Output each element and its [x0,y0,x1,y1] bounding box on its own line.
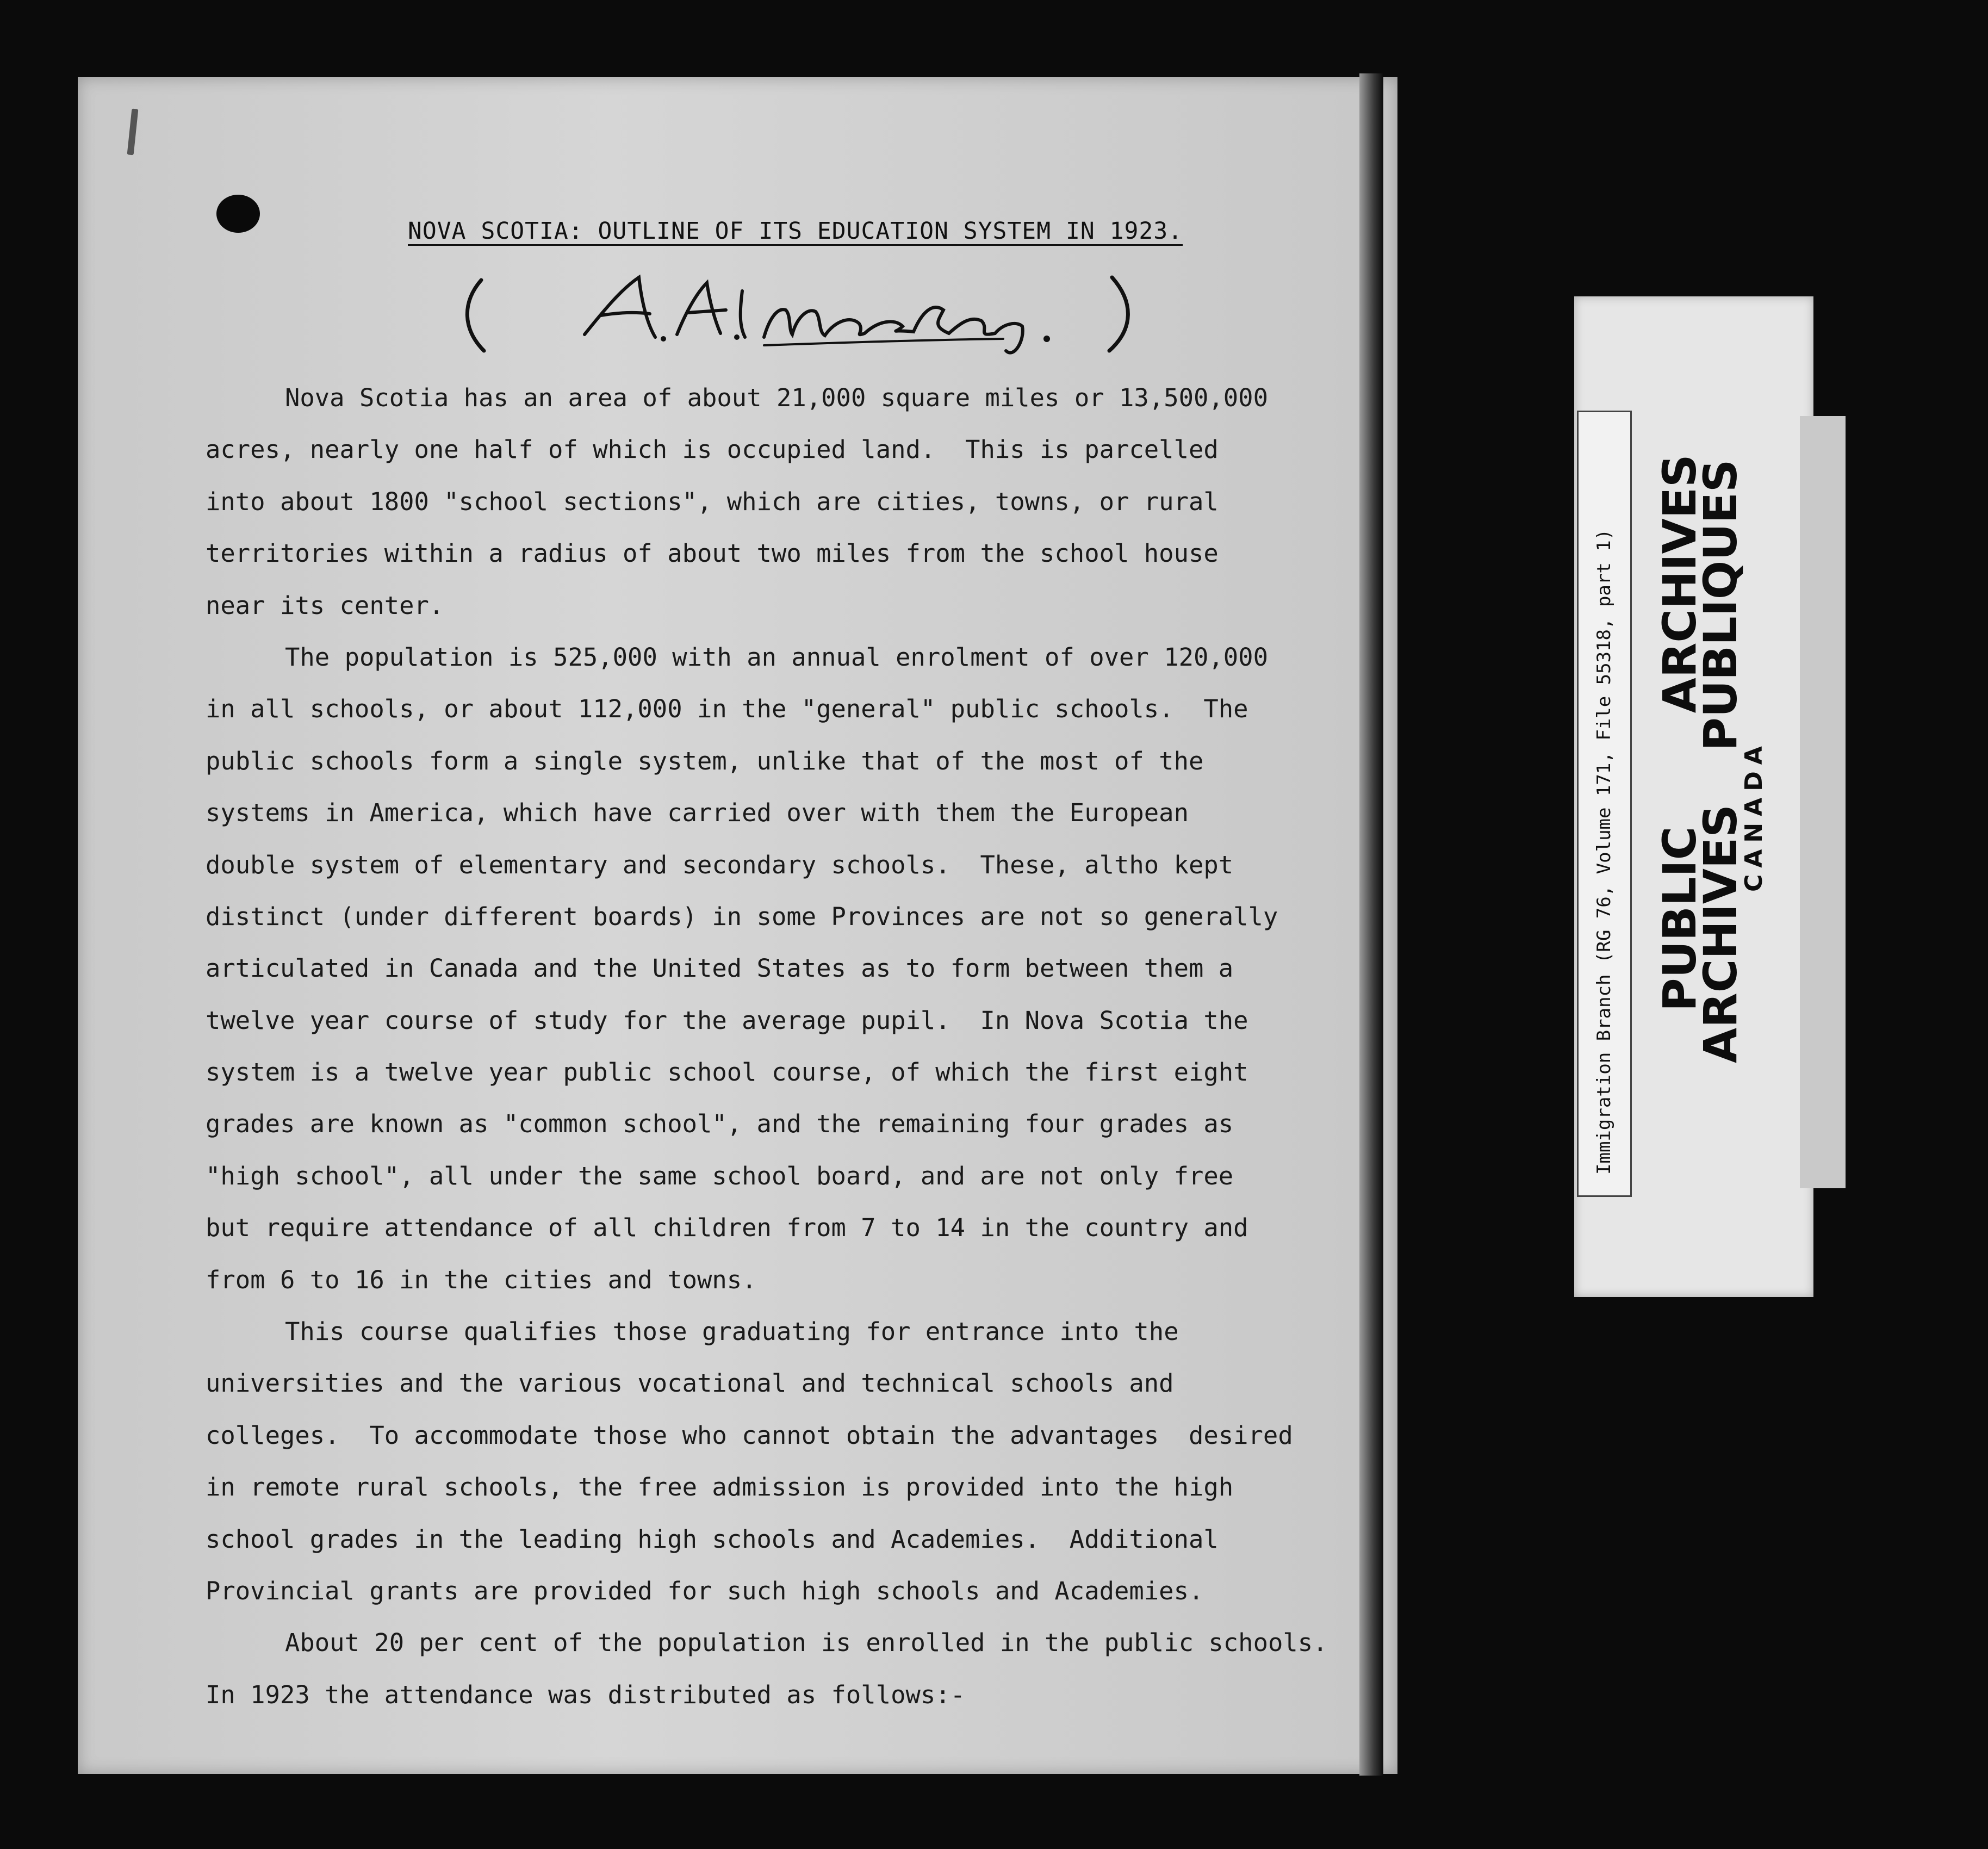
body-line: into about 1800 "school sections", which are cities, towns, or rural [206,487,1219,516]
body-line: public schools form a single system, unlike that of the most of the [206,746,1204,775]
body-line: from 6 to 16 in the cities and towns. [206,1265,757,1294]
body-line: The population is 525,000 with an annual enrolment of over 120,000 [285,642,1268,672]
archive-stamp-word: ARCHIVES [1653,454,1706,713]
body-line: acres, nearly one half of which is occupied land. This is parcelled [206,435,1219,464]
body-line: in remote rural schools, the free admission is provided into the high [206,1473,1234,1502]
body-line: twelve year course of study for the average pupil. In Nova Scotia the [206,1006,1248,1035]
body-line: About 20 per cent of the population is enrolled in the public schools. [285,1628,1328,1658]
body-line: "high school", all under the same school board, and are not only free [206,1161,1234,1190]
body-line: double system of elementary and secondary schools. These, altho kept [206,850,1234,879]
document-title: NOVA SCOTIA: OUTLINE OF ITS EDUCATION SYSTEM IN 1923. [408,218,1183,245]
signature-image [459,269,1136,359]
body-line: This course qualifies those graduating for entrance into the [285,1317,1179,1347]
archive-stamp-line-2 [1694,460,1747,1063]
archive-label-strip [1800,416,1846,1188]
handwritten-signature [459,269,1136,359]
body-line: colleges. To accommodate those who cannot obtain the advantages desired [206,1420,1293,1450]
body-line: articulated in Canada and the United States as to form between them a [206,954,1234,983]
body-line: territories within a radius of about two miles from the school house [206,539,1219,568]
punch-hole [216,195,260,233]
body-line: In 1923 the attendance was distributed as follows:- [206,1680,966,1709]
archive-stamp-word: PUBLIQUES [1694,459,1747,751]
archive-stamp-country: CANADA [1740,740,1768,892]
body-line: system is a twelve year public school course, of which the first eight [206,1058,1248,1087]
archive-reference: Immigration Branch (RG 76, Volume 171, File 55318, part 1) [1593,529,1615,1175]
body-line: near its center. [206,591,444,620]
body-line: grades are known as "common school", and the remaining four grades as [206,1109,1234,1139]
body-text [206,372,1369,1721]
body-line: Provincial grants are provided for such high schools and Academies. [206,1576,1204,1605]
body-line: systems in America, which have carried over with them the European [206,798,1189,828]
archive-stamp-word: PUBLIC [1653,826,1706,1012]
body-line: but require attendance of all children from 7 to 14 in the country and [206,1213,1248,1243]
archive-stamp-word: ARCHIVES [1694,804,1747,1063]
body-line: in all schools, or about 112,000 in the "general" public schools. The [206,694,1248,724]
body-line: distinct (under different boards) in some Provinces are not so generally [206,902,1278,931]
body-line: school grades in the leading high schools and Academies. Additional [206,1524,1219,1554]
body-line: Nova Scotia has an area of about 21,000 square miles or 13,500,000 [285,383,1268,412]
body-line: universities and the various vocational and technical schools and [206,1369,1174,1398]
